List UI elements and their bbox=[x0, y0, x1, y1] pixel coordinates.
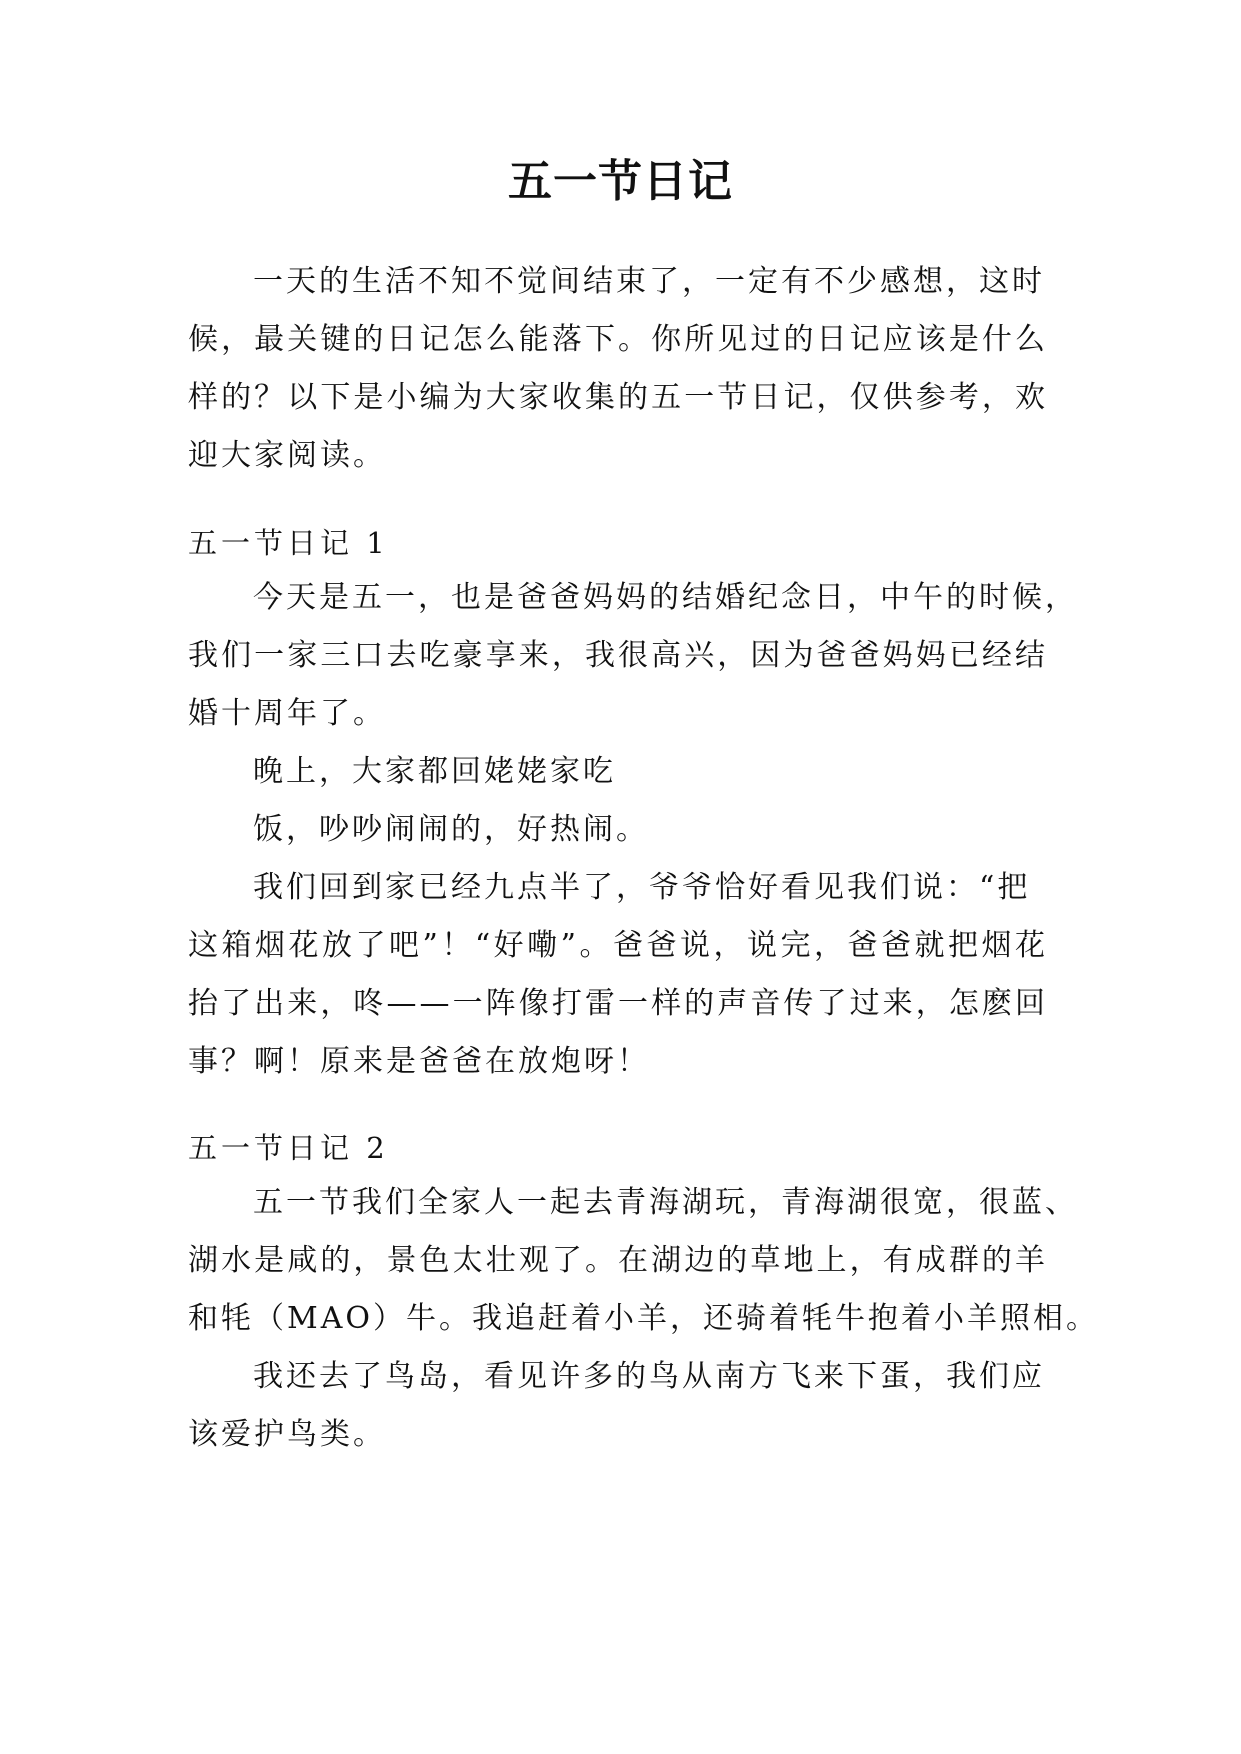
section-1-line-3: 婚十周年了。 bbox=[188, 696, 386, 731]
section-1-line-6: 我们回到家已经九点半了，爷爷恰好看见我们说：“把 bbox=[253, 870, 1031, 905]
section-1-line-9: 事？啊！原来是爸爸在放炮呀！ bbox=[188, 1044, 650, 1079]
section-2-line-4: 我还去了鸟岛，看见许多的鸟从南方飞来下蛋，我们应 bbox=[253, 1359, 1045, 1394]
section-1-line-4: 晚上，大家都回姥姥家吃 bbox=[253, 754, 616, 789]
document-title: 五一节日记 bbox=[508, 156, 733, 207]
intro-line-4: 迎大家阅读。 bbox=[188, 438, 386, 473]
section-2-line-1: 五一节我们全家人一起去青海湖玩，青海湖很宽，很蓝、 bbox=[253, 1185, 1078, 1220]
section-1-line-2: 我们一家三口去吃豪享来，我很高兴，因为爸爸妈妈已经结 bbox=[188, 638, 1048, 673]
section-1-line-7: 这箱烟花放了吧”！“好嘞”。爸爸说，说完，爸爸就把烟花 bbox=[188, 928, 1048, 963]
section-1-line-8: 抬了出来，咚——一阵像打雷一样的声音传了过来，怎麽回 bbox=[188, 986, 1048, 1021]
section-2-line-2: 湖水是咸的，景色太壮观了。在湖边的草地上，有成群的羊 bbox=[188, 1243, 1048, 1278]
section-1-line-5: 饭，吵吵闹闹的，好热闹。 bbox=[253, 812, 649, 847]
intro-line-2: 候，最关键的日记怎么能落下。你所见过的日记应该是什么 bbox=[188, 322, 1048, 357]
section-heading-2: 五一节日记 2 bbox=[188, 1131, 389, 1165]
section-1-line-1: 今天是五一，也是爸爸妈妈的结婚纪念日，中午的时候， bbox=[253, 580, 1078, 615]
section-heading-1: 五一节日记 1 bbox=[188, 526, 389, 560]
intro-line-3: 样的？以下是小编为大家收集的五一节日记，仅供参考，欢 bbox=[188, 380, 1048, 415]
intro-line-1: 一天的生活不知不觉间结束了，一定有不少感想，这时 bbox=[253, 264, 1045, 299]
section-2-line-5: 该爱护鸟类。 bbox=[188, 1417, 386, 1452]
section-2-line-3: 和牦（MAO）牛。我追赶着小羊，还骑着牦牛抱着小羊照相。 bbox=[188, 1301, 1099, 1336]
